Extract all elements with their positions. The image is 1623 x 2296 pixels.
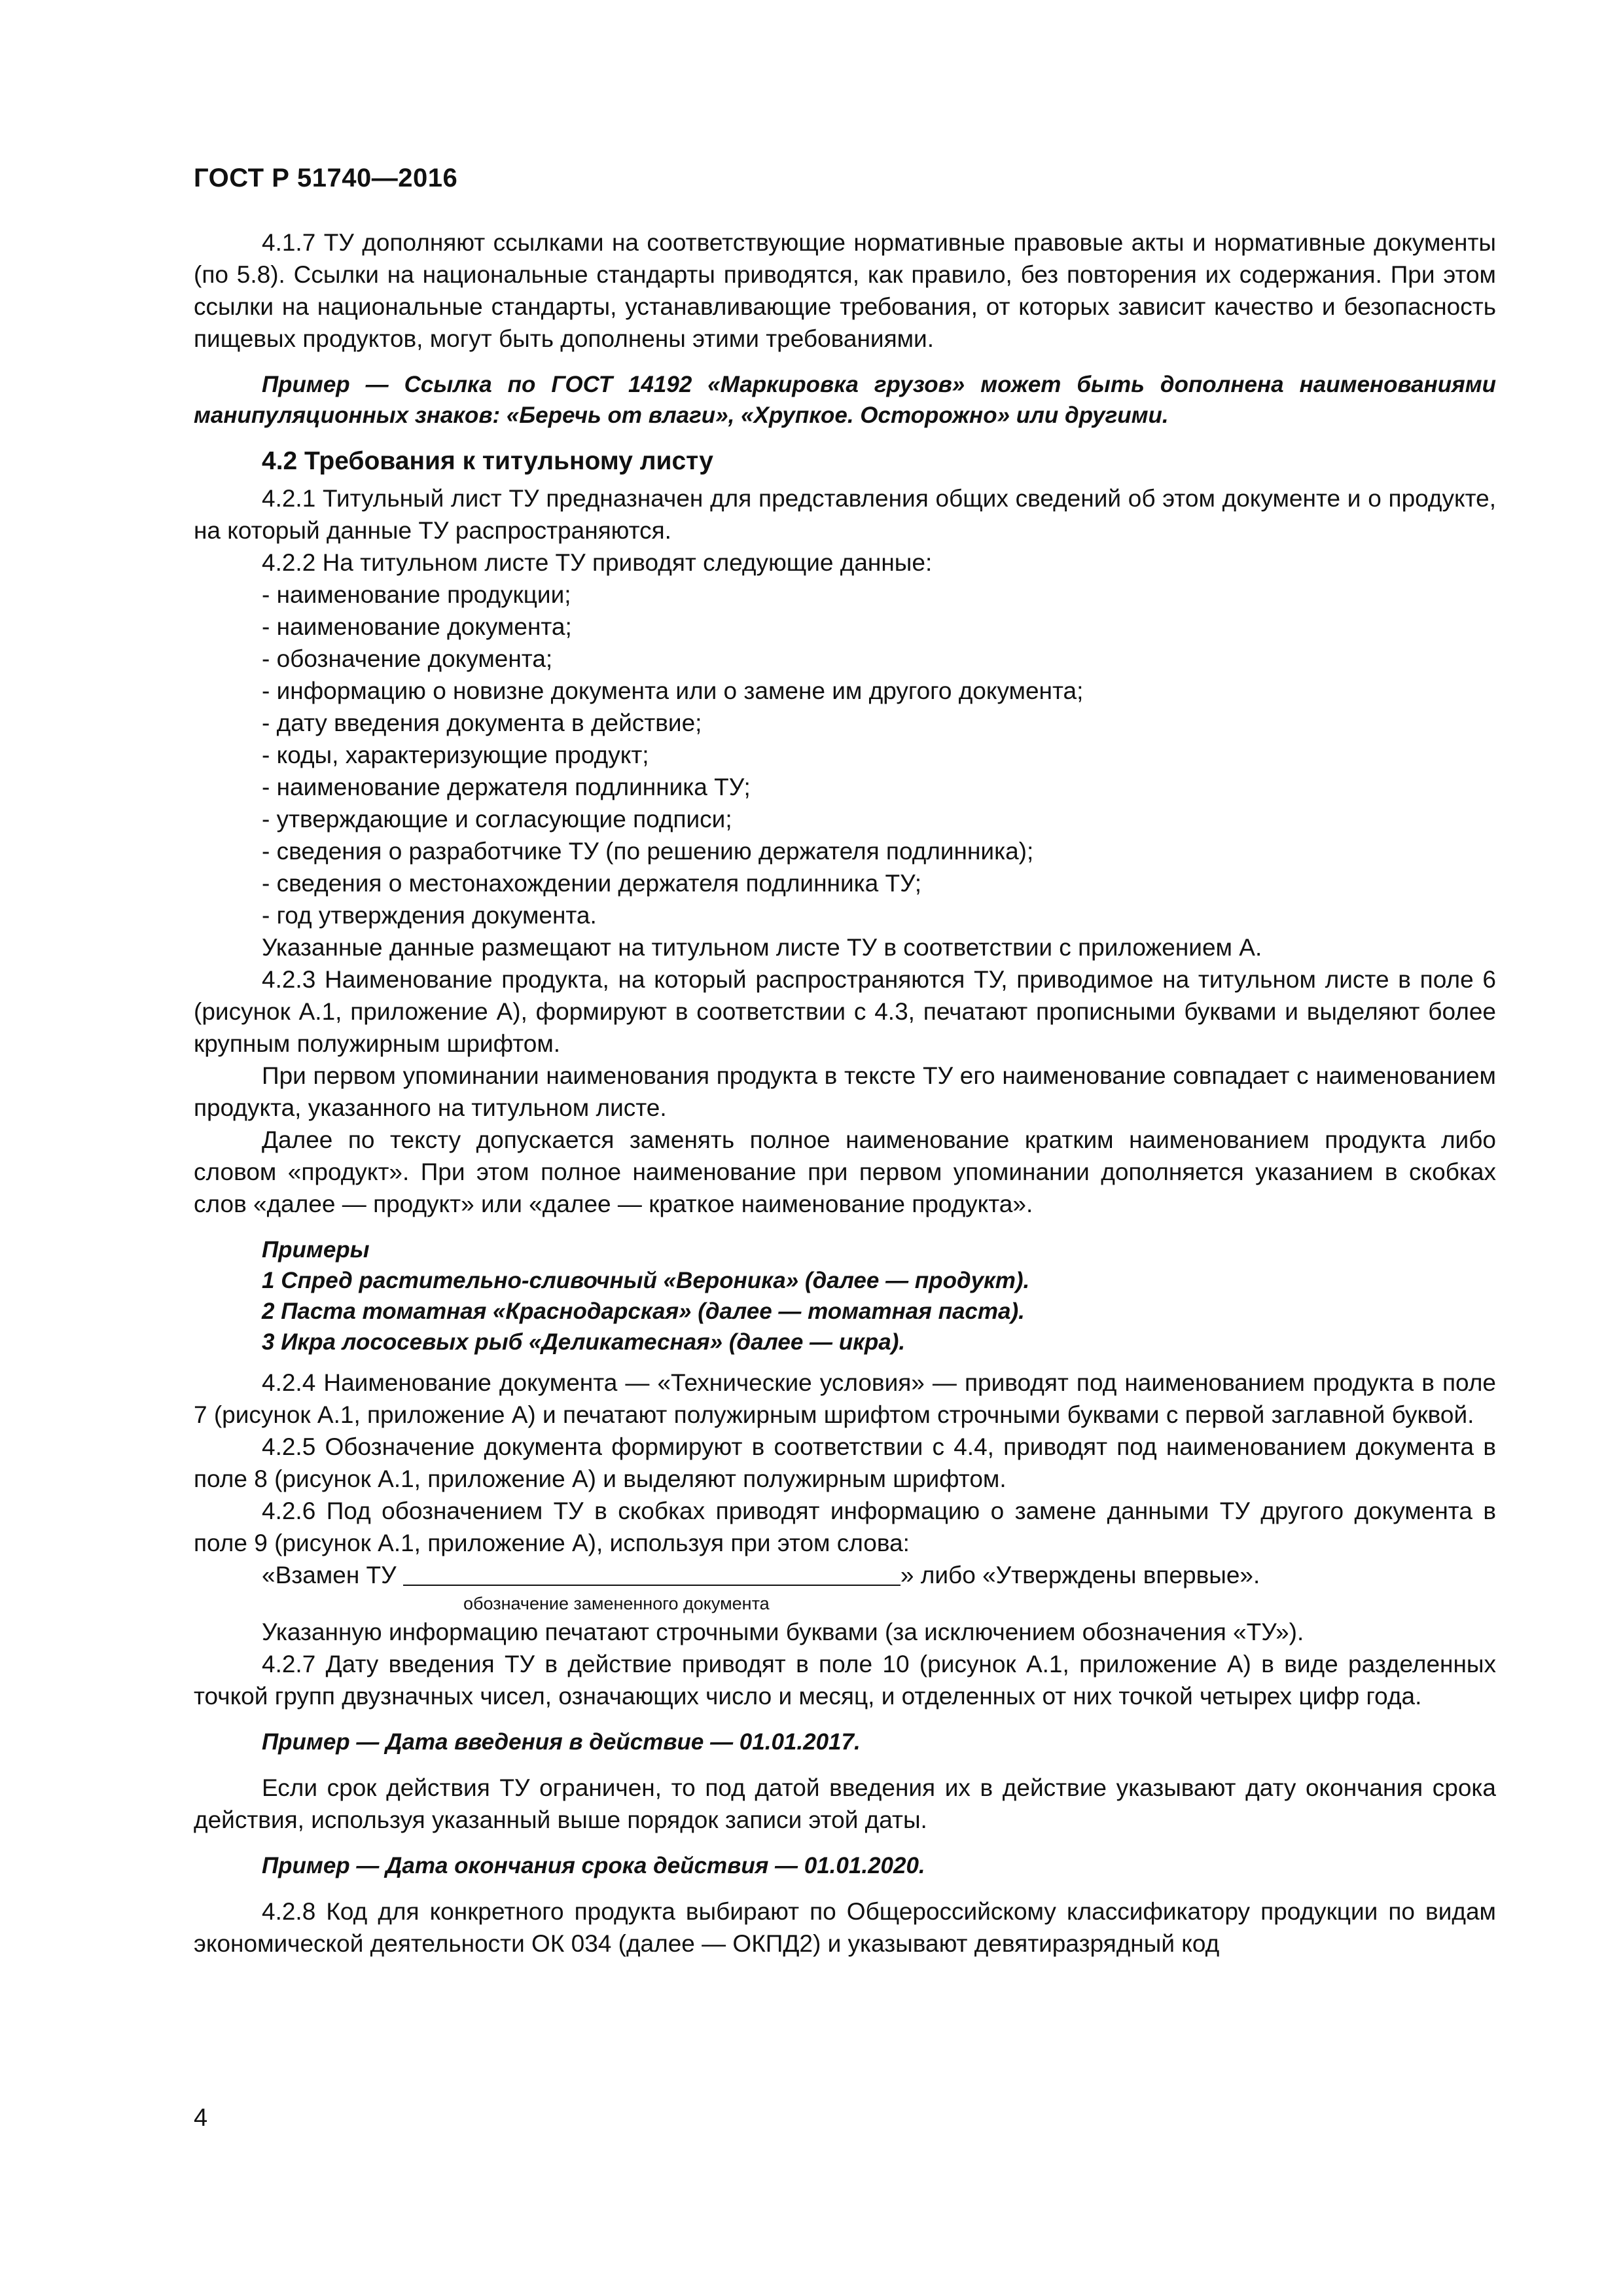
list-item: - сведения о разработчике ТУ (по решению держателя подлинника); (262, 838, 1034, 865)
list-item: - дату введения документа в действие; (262, 709, 702, 736)
paragraph-4-2-3-c: Далее по тексту допускается заменять полное наименование кратким наименованием продукта либо словом «продукт». При этом полное наименование при первом упоминании дополняется указанием в скобках слов «далее — продукт» или «далее — краткое наименование продукта». (194, 1126, 1496, 1217)
page-number: 4 (194, 2104, 208, 2132)
list-item: - коды, характеризующие продукт; (262, 742, 649, 768)
list-item: - утверждающие и согласующие подписи; (262, 806, 732, 833)
list-item: - наименование документа; (262, 613, 572, 640)
document-header: ГОСТ Р 51740—2016 (194, 164, 458, 192)
section-heading-4-2: 4.2 Требования к титульному листу (262, 447, 713, 475)
paragraph-4-2-1: 4.2.1 Титульный лист ТУ предназначен для представления общих сведений об этом документе и о продукте, на который данные ТУ распространяются. (194, 485, 1496, 544)
paragraph-4-2-3: 4.2.3 Наименование продукта, на который распространяются ТУ, приводимое на титульном листе в поле 6 (рисунок А.1, приложение А), формируют в соответствии с 4.3, печатают прописными буквами и выделяют более крупным полужирным шрифтом. (194, 966, 1496, 1057)
paragraph-4-2-2-note: Указанные данные размещают на титульном листе ТУ в соответствии с приложением А. (262, 934, 1262, 961)
replacement-prefix: «Взамен ТУ (262, 1562, 403, 1588)
document-body (194, 226, 1496, 1960)
paragraph-4-2-8: 4.2.8 Код для конкретного продукта выбирают по Общероссийскому классификатору продукции по видам экономической деятельности ОК 034 (далее — ОКПД2) и указывают девятиразрядный код (194, 1898, 1496, 1957)
paragraph-4-2-7: 4.2.7 Дату введения ТУ в действие приводят в поле 10 (рисунок А.1, приложение А) в виде разделенных точкой групп двузначных чисел, означающих число и месяц, и отделенных от них точкой четырех цифр года. (194, 1651, 1496, 1710)
list-item: - год утверждения документа. (262, 902, 597, 929)
example-4-1-7: Пример — Ссылка по ГОСТ 14192 «Маркировка грузов» может быть дополнена наименованиями манипуляционных знаков: «Беречь от влаги», «Хрупкое. Осторожно» или другими. (194, 372, 1496, 428)
replacement-blank-line (403, 1562, 901, 1586)
list-item: - наименование держателя подлинника ТУ; (262, 774, 751, 800)
example-item: 1 Спред растительно-сливочный «Вероника» (далее — продукт). (262, 1268, 1030, 1293)
paragraph-4-2-6-b: Указанную информацию печатают строчными буквами (за исключением обозначения «ТУ»). (262, 1619, 1304, 1645)
replacement-line (194, 1559, 1496, 1591)
list-item: - информацию о новизне документа или о замене им другого документа; (262, 677, 1084, 704)
replacement-caption: обозначение замененного документа (463, 1594, 770, 1613)
paragraph-4-1-7: 4.1.7 ТУ дополняют ссылками на соответствующие нормативные правовые акты и нормативные документы (по 5.8). Ссылки на национальные стандарты приводятся, как правило, без повторения их содержания. При этом ссылки на национальные стандарты, устанавливающие требования, от которых зависит качество и безопасность пищевых продуктов, могут быть дополнены этими требованиями. (194, 229, 1496, 352)
list-item: - обозначение документа; (262, 645, 553, 672)
example-item: 2 Паста томатная «Краснодарская» (далее — томатная паста). (262, 1299, 1025, 1324)
list-item: - наименование продукции; (262, 581, 571, 608)
paragraph-4-2-4: 4.2.4 Наименование документа — «Технические условия» — приводят под наименованием продукта в поле 7 (рисунок А.1, приложение А) и печатают полужирным шрифтом строчными буквами с первой заглавной буквой. (194, 1369, 1496, 1428)
example-4-2-7-b: Пример — Дата окончания срока действия — 01.01.2020. (262, 1853, 925, 1878)
example-item: 3 Икра лососевых рыб «Деликатесная» (далее — икра). (262, 1329, 906, 1355)
examples-title: Примеры (262, 1237, 370, 1263)
paragraph-4-2-2: 4.2.2 На титульном листе ТУ приводят следующие данные: (262, 549, 933, 576)
replacement-suffix: » либо «Утверждены впервые». (900, 1562, 1260, 1588)
paragraph-4-2-5: 4.2.5 Обозначение документа формируют в соответствии с 4.4, приводят под наименованием документа в поле 8 (рисунок А.1, приложение А) и выделяют полужирным шрифтом. (194, 1433, 1496, 1492)
list-item: - сведения о местонахождении держателя подлинника ТУ; (262, 870, 922, 897)
paragraph-4-2-7-b: Если срок действия ТУ ограничен, то под датой введения их в действие указывают дату окончания срока действия, используя указанный выше порядок записи этой даты. (194, 1774, 1496, 1833)
paragraph-4-2-3-b: При первом упоминании наименования продукта в тексте ТУ его наименование совпадает с наименованием продукта, указанного на титульном листе. (194, 1062, 1496, 1121)
paragraph-4-2-6: 4.2.6 Под обозначением ТУ в скобках приводят информацию о замене данными ТУ другого документа в поле 9 (рисунок А.1, приложение А), используя при этом слова: (194, 1498, 1496, 1556)
example-4-2-7: Пример — Дата введения в действие — 01.01.2017. (262, 1729, 861, 1755)
